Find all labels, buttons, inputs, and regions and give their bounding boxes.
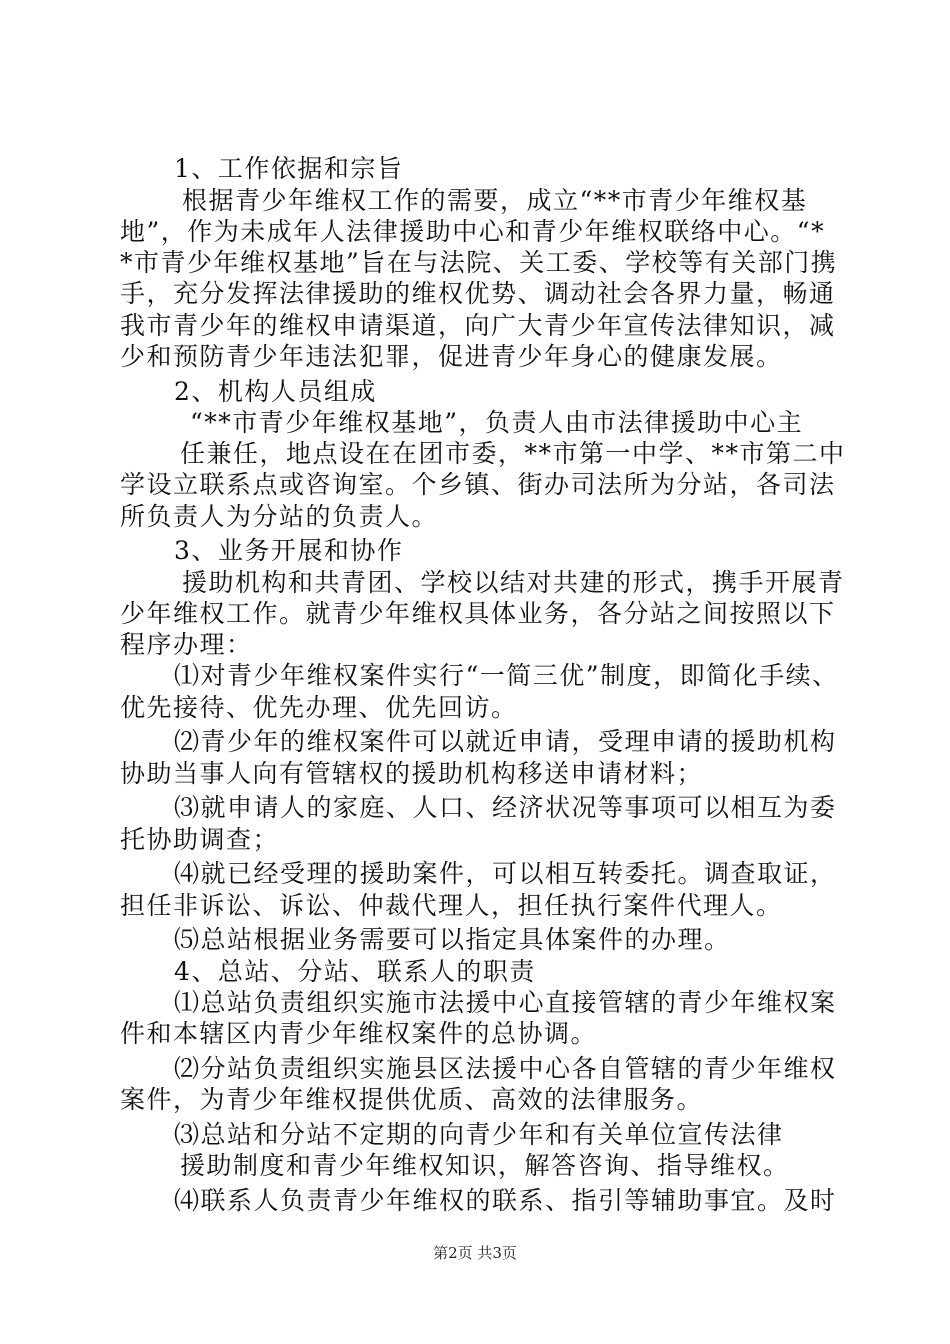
text-line: “**市青少年维权基地”，负责人由市法律援助中心主: [190, 408, 804, 437]
text-line: 2、机构人员组成: [174, 377, 377, 406]
text-line: ⑴总站负责组织实施市法援中心直接管辖的青少年维权案: [174, 988, 837, 1017]
text-line: ⑷联系人负责青少年维权的联系、指引等辅助事宜。及时: [174, 1186, 837, 1215]
text-line: 任兼任，地点设在在团市委，**市第一中学、**市第二中: [180, 439, 846, 468]
text-line: ⑶就申请人的家庭、人口、经济状况等事项可以相互为委: [174, 793, 837, 822]
text-line: ⑵青少年的维权案件可以就近申请，受理申请的援助机构: [174, 727, 837, 756]
text-line: ⑶总站和分站不定期的向青少年和有关单位宣传法律: [174, 1120, 784, 1149]
text-line: *市青少年维权基地”旨在与法院、关工委、学校等有关部门携: [120, 248, 838, 277]
text-line: 托协助调查；: [120, 825, 280, 854]
text-line: 4、总站、分站、联系人的职责: [174, 957, 536, 986]
text-line: 优先接待、优先办理、优先回访。: [120, 693, 518, 722]
text-line: 我市青少年的维权申请渠道，向广大青少年宣传法律知识，减: [120, 311, 836, 340]
text-line: 1、工作依据和宗旨: [174, 154, 404, 183]
text-line: 援助制度和青少年维权知识，解答咨询、指导维权。: [180, 1151, 790, 1180]
text-line: 所负责人为分站的负责人。: [120, 502, 439, 531]
text-line: 少和预防青少年违法犯罪，促进青少年身心的健康发展。: [120, 342, 783, 371]
text-line: 协助当事人向有管辖权的援助机构移送申请材料；: [120, 759, 704, 788]
text-line: 案件，为青少年维权提供优质、高效的法律服务。: [120, 1085, 704, 1114]
text-line: 件和本辖区内青少年维权案件的总协调。: [120, 1019, 598, 1048]
text-line: 程序办理：: [120, 630, 253, 659]
text-line: ⑸总站根据业务需要可以指定具体案件的办理。: [174, 925, 731, 954]
text-line: ⑴对青少年维权案件实行“一简三优”制度，即简化手续、: [174, 661, 839, 690]
text-line: 援助机构和共青团、学校以结对共建的形式，携手开展青: [182, 568, 845, 597]
text-line: 根据青少年维权工作的需要，成立“**市青少年维权基: [182, 186, 808, 215]
text-line: 手，充分发挥法律援助的维权优势、调动社会各界力量，畅通: [120, 279, 836, 308]
text-line: 学设立联系点或咨询室。个乡镇、街办司法所为分站，各司法: [120, 470, 836, 499]
text-line: 少年维权工作。就青少年维权具体业务，各分站之间按照以下: [120, 599, 836, 628]
text-line: ⑵分站负责组织实施县区法援中心各自管辖的青少年维权: [174, 1054, 837, 1083]
text-line: 地”，作为未成年人法律援助中心和青少年维权联络中心。“*: [120, 217, 826, 246]
text-line: 担任非诉讼、诉讼、仲裁代理人，担任执行案件代理人。: [120, 891, 783, 920]
text-line: ⑷就已经受理的援助案件，可以相互转委托。调查取证，: [174, 859, 837, 888]
text-line: 3、业务开展和协作: [174, 536, 404, 565]
page-footer: 第2页 共3页: [433, 1244, 517, 1262]
